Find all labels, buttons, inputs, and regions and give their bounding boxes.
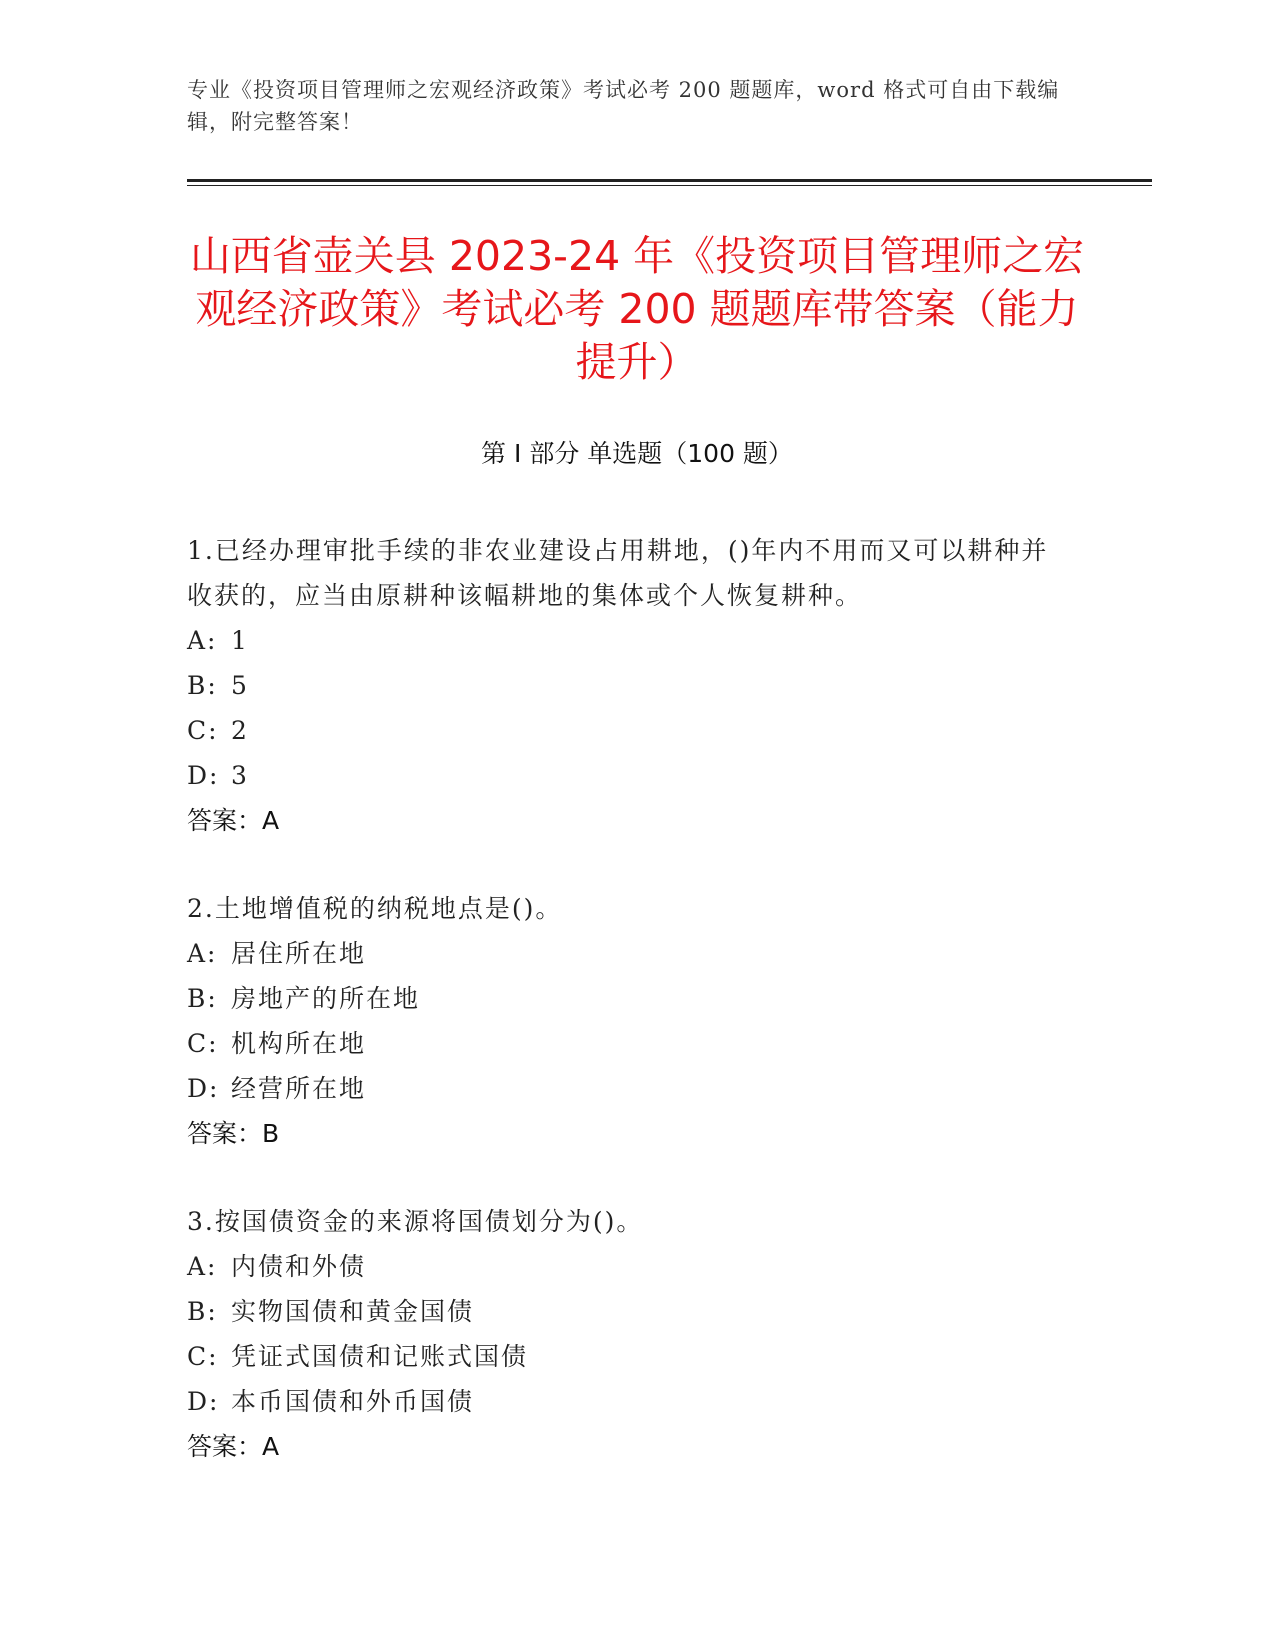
option-c	[187, 708, 1067, 753]
question-stem: 3.按国债资金的来源将国债划分为()。	[187, 1207, 644, 1236]
option-letter: B:	[187, 984, 218, 1013]
question-2	[187, 886, 1067, 1156]
option-letter: B:	[187, 671, 218, 700]
option-text: 经营所在地	[231, 1074, 367, 1103]
option-c	[187, 1021, 1067, 1066]
option-letter: A:	[187, 1252, 218, 1281]
answer-line: 答案：B	[187, 1119, 280, 1148]
option-letter: A:	[187, 626, 218, 655]
option-text: 居住所在地	[231, 939, 367, 968]
option-letter: B:	[187, 1297, 218, 1326]
option-letter: A:	[187, 939, 218, 968]
answer-line: 答案：A	[187, 1432, 280, 1461]
option-d	[187, 1379, 1067, 1424]
option-b	[187, 976, 1067, 1021]
option-d	[187, 753, 1067, 798]
option-letter: D:	[187, 761, 220, 790]
option-a	[187, 1244, 1067, 1289]
option-text: 1	[231, 626, 249, 655]
answer-line: 答案：A	[187, 806, 280, 835]
option-text: 2	[231, 716, 249, 745]
option-text: 凭证式国债和记账式国债	[231, 1342, 529, 1371]
option-text: 房地产的所在地	[231, 984, 421, 1013]
option-letter: D:	[187, 1074, 220, 1103]
question-3	[187, 1199, 1067, 1469]
option-text: 3	[231, 761, 249, 790]
option-b	[187, 1289, 1067, 1334]
option-a	[187, 618, 1067, 663]
option-text: 机构所在地	[231, 1029, 367, 1058]
option-letter: C:	[187, 1342, 219, 1371]
option-a	[187, 931, 1067, 976]
question-stem: 1.已经办理审批手续的非农业建设占用耕地，()年内不用而又可以耕种并收获的，应当由原耕种该幅耕地的集体或个人恢复耕种。	[187, 536, 1049, 610]
header-note: 专业《投资项目管理师之宏观经济政策》考试必考 200 题题库，word 格式可自由下载编辑，附完整答案！	[187, 78, 1060, 134]
question-list	[187, 528, 1067, 1512]
option-letter: C:	[187, 1029, 219, 1058]
option-b	[187, 663, 1067, 708]
header-divider-thick	[187, 179, 1152, 182]
section-heading: 第 I 部分 单选题（100 题）	[481, 439, 793, 468]
header-divider-thin	[187, 185, 1152, 186]
option-letter: D:	[187, 1387, 220, 1416]
option-text: 5	[231, 671, 249, 700]
option-d	[187, 1066, 1067, 1111]
document-title: 山西省壶关县 2023-24 年《投资项目管理师之宏观经济政策》考试必考 200 题题库带答案（能力提升）	[189, 232, 1085, 386]
option-text: 实物国债和黄金国债	[231, 1297, 475, 1326]
question-1	[187, 528, 1067, 843]
question-stem: 2.土地增值税的纳税地点是()。	[187, 894, 563, 923]
option-letter: C:	[187, 716, 219, 745]
option-text: 本币国债和外币国债	[231, 1387, 475, 1416]
option-c	[187, 1334, 1067, 1379]
option-text: 内债和外债	[231, 1252, 367, 1281]
